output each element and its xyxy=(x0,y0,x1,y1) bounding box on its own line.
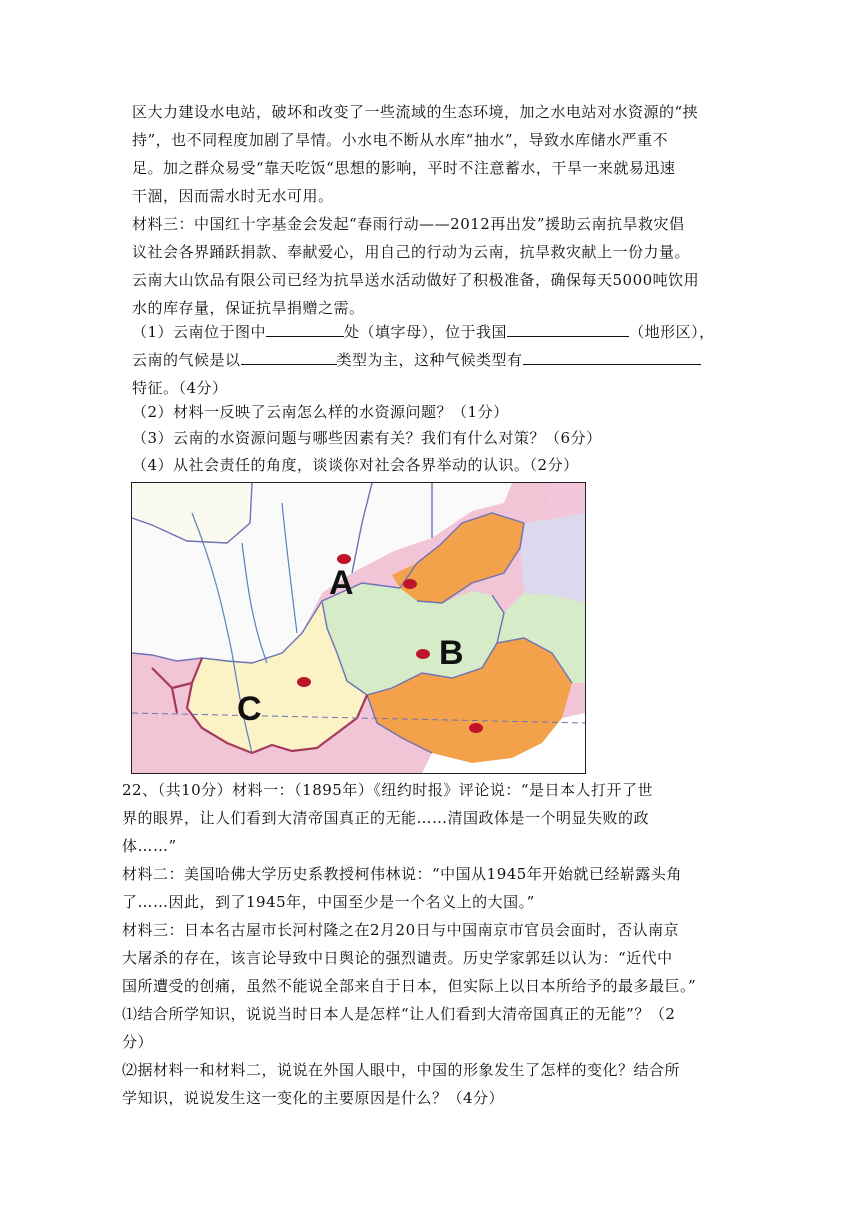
text-line: ⑴结合所学知识，说说当时日本人是怎样“让人们看到大清帝国真正的无能”？（2 xyxy=(122,1005,676,1023)
question-1-text-b: 处（填字母），位于我国 xyxy=(344,323,508,341)
text-line: 云南大山饮品有限公司已经为抗旱送水活动做好了积极准备，确保每天5000吨饮用 xyxy=(132,271,700,289)
map-label-b: B xyxy=(439,634,464,672)
text-line: 材料三：中国红十字基金会发起“春雨行动——2012再出发”援助云南抗旱救灾倡 xyxy=(132,215,685,233)
text-line: 了……因此，到了1945年，中国至少是一个名义上的大国。” xyxy=(122,893,535,911)
text-line: 足。加之群众易受“靠天吃饭“思想的影响，平时不注意蓄水，干旱一来就易迅速 xyxy=(132,159,676,177)
question-22 xyxy=(122,778,737,1110)
map-label-c: C xyxy=(237,690,262,728)
question-4: （4）从社会责任的角度，谈谈你对社会各界举动的认识。（2分） xyxy=(132,456,579,474)
map-label-a: A xyxy=(329,564,354,602)
text-line: 材料三：日本名古屋市长河村隆之在2月20日与中国南京市官员会面时，否认南京 xyxy=(122,921,680,939)
answer-blank-climate[interactable] xyxy=(241,348,337,365)
text-line: 体……” xyxy=(122,837,177,855)
answer-blank-feature[interactable] xyxy=(523,348,701,365)
question-1-text-f: 特征。（4分） xyxy=(132,379,228,397)
text-line: 水的库存量，保证抗旱捐赠之需。 xyxy=(132,299,365,317)
question-1 xyxy=(132,320,732,400)
text-line: 大屠杀的存在，该言论导致中日舆论的强烈谴责。历史学家郭廷以认为：“近代中 xyxy=(122,949,673,967)
question-1-text-e: 类型为主，这种气候类型有 xyxy=(336,351,523,369)
question-2: （2）材料一反映了云南怎么样的水资源问题？（1分） xyxy=(132,403,509,421)
question-3: （3）云南的水资源问题与哪些因素有关？我们有什么对策？（6分） xyxy=(132,429,602,447)
text-line: 界的眼界，让人们看到大清帝国真正的无能……清国政体是一个明显失败的政 xyxy=(122,809,650,827)
text-line: 议社会各界踊跃捐款、奉献爱心，用自己的行动为云南，抗旱救灾献上一份力量。 xyxy=(132,243,691,261)
answer-blank-region[interactable] xyxy=(507,320,629,337)
question-1-text-c: （地形区）， xyxy=(629,323,715,341)
text-line: 国所遭受的创痛，虽然不能说全部来自于日本，但实际上以日本所给予的最多最巨。” xyxy=(122,977,697,995)
map-graphic xyxy=(132,483,585,773)
text-line: 分） xyxy=(122,1033,154,1051)
question-1-text-a: （1）云南位于图中 xyxy=(132,323,267,341)
text-line: 学知识，说说发生这一变化的主要原因是什么？（4分） xyxy=(122,1089,505,1107)
text-line: 持”，也不同程度加剧了旱情。小水电不断从水库“抽水”，导致水库储水严重不 xyxy=(132,131,669,149)
text-line: 22、（共10分）材料一：（1895年）《纽约时报》评论说：“是日本人打开了世 xyxy=(122,781,654,799)
passage-material-two-continued xyxy=(132,100,699,320)
yunnan-region-map xyxy=(131,482,586,774)
text-line: 干涸，因而需水时无水可用。 xyxy=(132,187,334,205)
answer-blank-letter[interactable] xyxy=(266,320,344,337)
text-line: 区大力建设水电站，破坏和改变了一些流域的生态环境，加之水电站对水资源的“挟 xyxy=(132,103,699,121)
text-line: ⑵据材料一和材料二，说说在外国人眼中，中国的形象发生了怎样的变化？结合所 xyxy=(122,1061,681,1079)
text-line: 材料二：美国哈佛大学历史系教授柯伟林说：“中国从1945年开始就已经崭露头角 xyxy=(122,865,682,883)
question-1-text-d: 云南的气候是以 xyxy=(132,351,241,369)
